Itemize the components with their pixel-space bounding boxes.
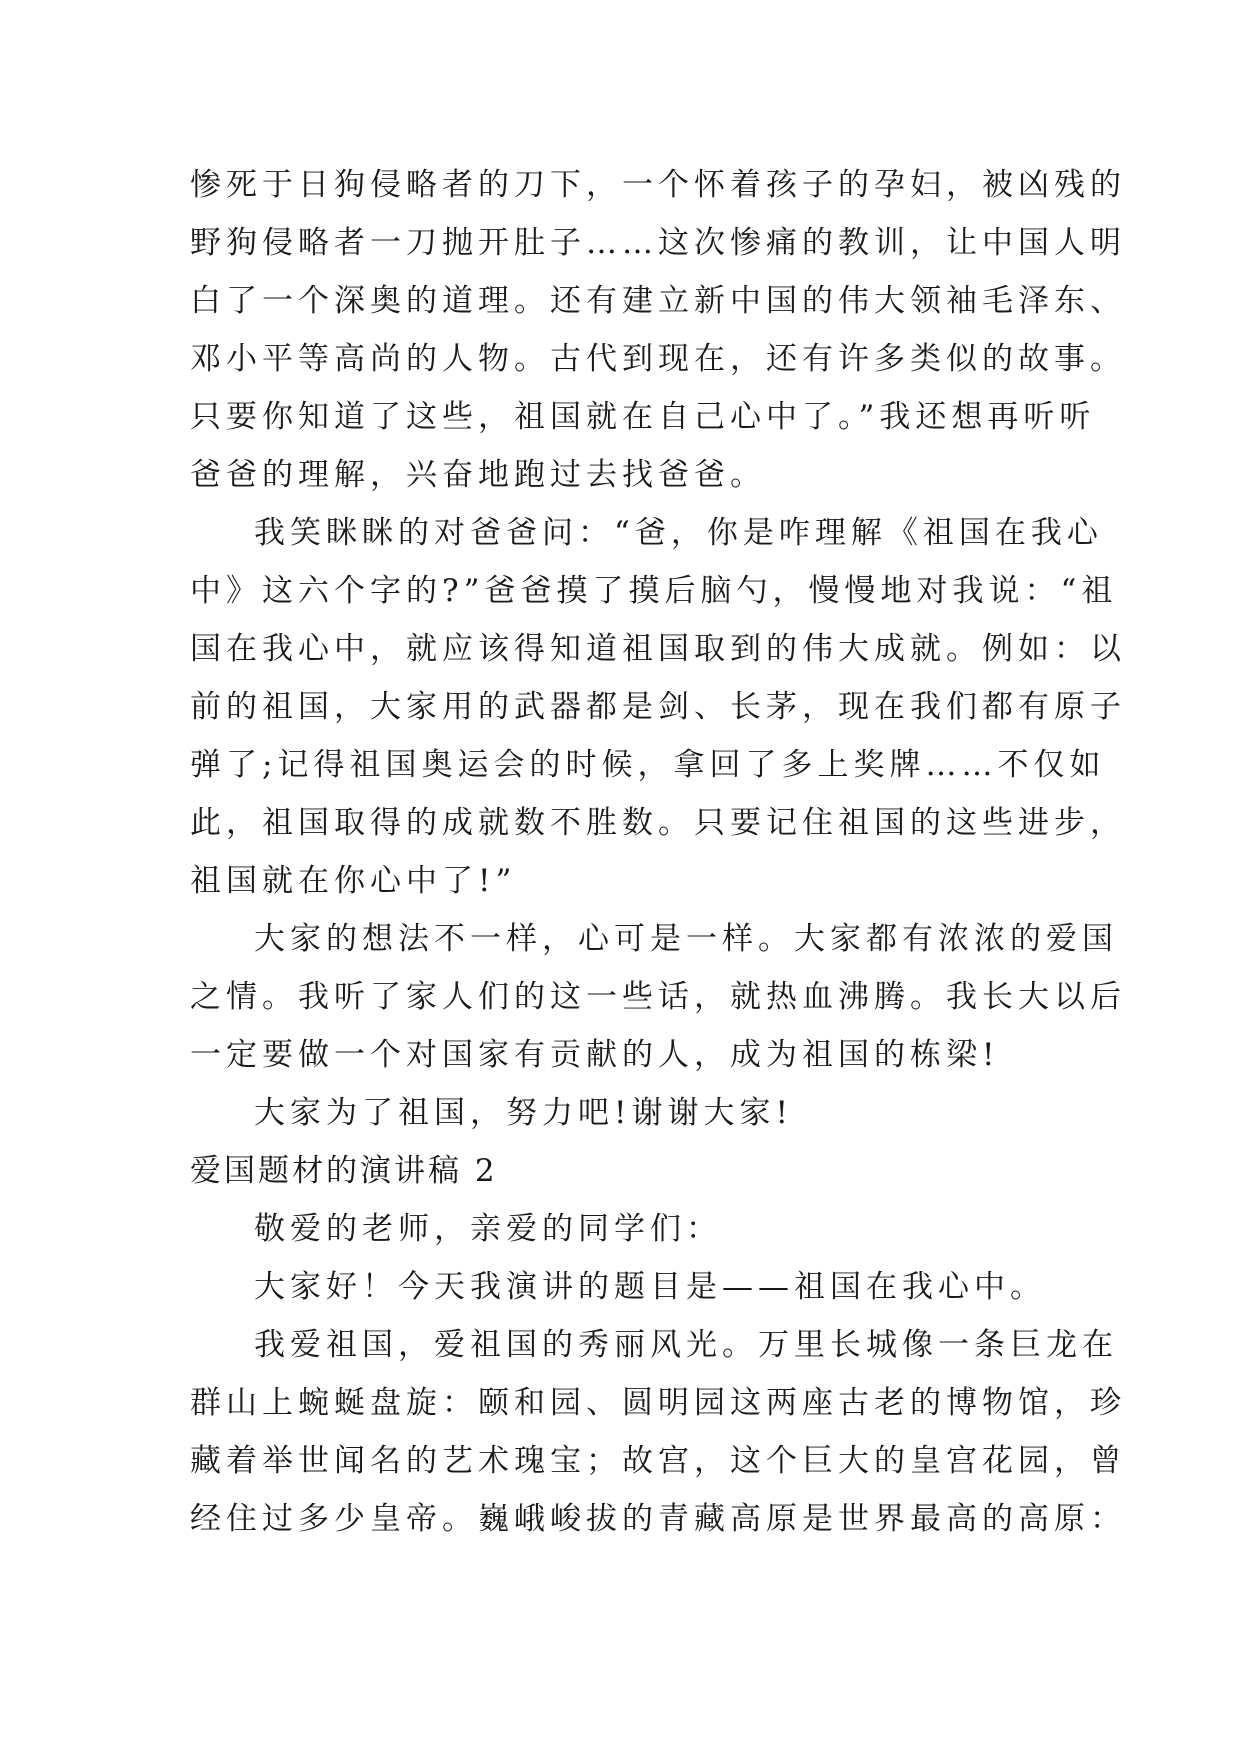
body-text-line: 白了一个深奥的道理。还有建立新中国的伟大领袖毛泽东、: [190, 283, 1126, 319]
paragraph-first-line: 大家为了祖国，努力吧!谢谢大家!: [254, 1095, 793, 1131]
section-heading: 爱国题材的演讲稿 2: [190, 1153, 498, 1189]
body-text-line: 爸爸的理解，兴奋地跑过去找爸爸。: [190, 457, 766, 493]
body-text-line: 国在我心中，就应该得知道祖国取到的伟大成就。例如：以: [190, 631, 1126, 667]
salutation-line: 敬爱的老师，亲爱的同学们：: [254, 1211, 722, 1247]
body-text-line: 邓小平等高尚的人物。古代到现在，还有许多类似的故事。: [190, 341, 1126, 377]
body-text-line: 祖国就在你心中了!”: [190, 863, 517, 899]
body-text-line: 中》这六个字的?”爸爸摸了摸后脑勺，慢慢地对我说：“祖: [190, 573, 1118, 609]
body-text-line: 一定要做一个对国家有贡献的人，成为祖国的栋梁!: [190, 1037, 1000, 1073]
body-text-line: 之情。我听了家人们的这一些话，就热血沸腾。我长大以后: [190, 979, 1126, 1015]
body-text-line: 只要你知道了这些，祖国就在自己心中了。”我还想再听听: [190, 399, 1096, 435]
greeting-line: 大家好！今天我演讲的题目是——祖国在我心中。: [254, 1269, 1046, 1305]
paragraph-first-line: 大家的想法不一样，心可是一样。大家都有浓浓的爱国: [254, 921, 1118, 957]
body-text-line: 弹了;记得祖国奥运会的时候，拿回了多上奖牌……不仅如: [190, 747, 1106, 783]
paragraph-first-line: 我笑眯眯的对爸爸问：“爸，你是咋理解《祖国在我心: [254, 515, 1103, 551]
body-text-line: 经住过多少皇帝。巍峨峻拔的青藏高原是世界最高的高原：: [190, 1501, 1126, 1537]
body-text-line: 野狗侵略者一刀抛开肚子……这次惨痛的教训，让中国人明: [190, 225, 1126, 261]
paragraph-first-line: 我爱祖国，爱祖国的秀丽风光。万里长城像一条巨龙在: [254, 1327, 1118, 1363]
body-text-line: 前的祖国，大家用的武器都是剑、长茅，现在我们都有原子: [190, 689, 1126, 725]
body-text-line: 此，祖国取得的成就数不胜数。只要记住祖国的这些进步，: [190, 805, 1126, 841]
body-text-line: 群山上蜿蜒盘旋：颐和园、圆明园这两座古老的博物馆，珍: [190, 1385, 1126, 1421]
body-text-line: 藏着举世闻名的艺术瑰宝；故宫，这个巨大的皇宫花园，曾: [190, 1443, 1126, 1479]
body-text-line: 惨死于日狗侵略者的刀下，一个怀着孩子的孕妇，被凶残的: [190, 167, 1126, 203]
